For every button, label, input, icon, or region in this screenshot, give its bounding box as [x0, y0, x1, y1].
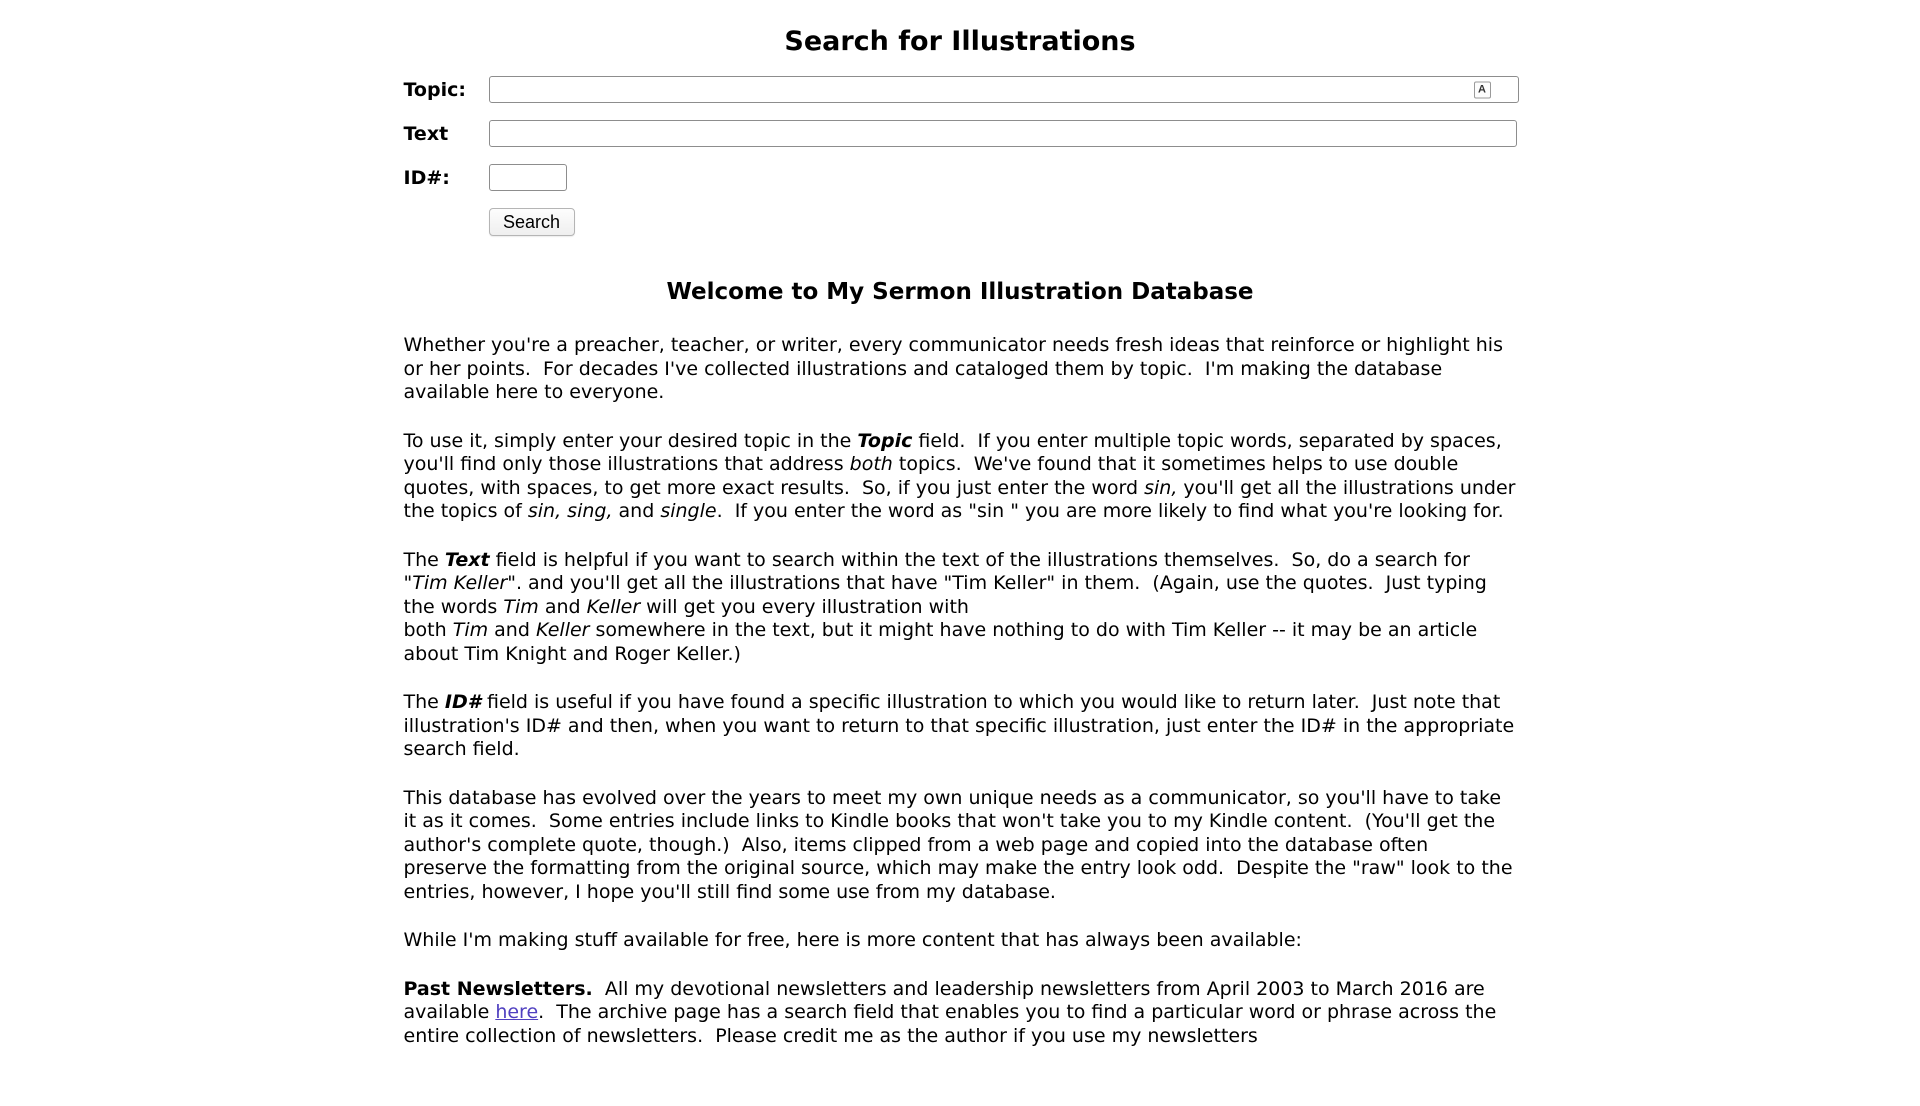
page-title: Search for Illustrations	[784, 26, 1136, 57]
button-row	[404, 208, 1517, 236]
newsletters-archive-link[interactable]: here	[495, 1001, 539, 1023]
text-input[interactable]	[489, 120, 1517, 147]
text-row	[404, 120, 1517, 147]
topic-row	[404, 76, 1517, 103]
illustration-search-form	[404, 76, 1517, 236]
text-label: Text	[403, 122, 449, 145]
paragraph-id-help: The ID# field is useful if you have found a specific illustration to which you would like to return later. Just note that illustration's ID# and then, when you want to return to that specific illustration, just enter the ID# in the appropriate search field.	[403, 691, 1521, 760]
id-input[interactable]	[489, 164, 567, 191]
topic-input-wrap	[489, 76, 1519, 103]
paragraph-topic-help: To use it, simply enter your desired topic in the Topic field. If you enter multiple topic words, separated by spaces, you'll find only those illustrations that address both topics. We've found that it sometimes helps to use double quotes, with spaces, to get more exact results. So, if you just enter the word sin, you'll get all the illustrations under the topics of sin, sing, and single. If you enter the word as "sin " you are more likely to find what you're looking for.	[403, 429, 1522, 522]
welcome-heading: Welcome to My Sermon Illustration Database	[666, 279, 1254, 305]
paragraph-text-help: The Text field is helpful if you want to search within the text of the illustrations themselves. So, do a search for "Tim Keller". and you'll get all the illustrations that have "Tim Keller" in them. (Again, use the quotes. Just typing the words Tim and Keller will get you every illustration with both Tim and Keller somewhere in the text, but it might have nothing to do with Tim Keller -- it may be an article about Tim Knight and Roger Keller.)	[403, 548, 1493, 665]
page-container	[403, 26, 1522, 1048]
content	[403, 334, 1522, 1048]
id-row	[404, 164, 1517, 191]
topic-input[interactable]	[489, 76, 1519, 103]
paragraph-database-notes: This database has evolved over the years to meet my own unique needs as a communicator, so you'll have to take it as it comes. Some entries include links to Kindle books that won't take you to my Kindle content. (You'll get the author's complete quote, though.) Also, items clipped from a web page and copied into the database often preserve the formatting from the original source, which may make the entry look odd. Despite the "raw" look to the entries, however, I hope you'll still find some use from my database.	[403, 786, 1519, 903]
topic-label: Topic:	[403, 78, 466, 101]
autofill-icon[interactable]: A	[1474, 81, 1491, 98]
search-button[interactable]: Search	[489, 208, 575, 236]
id-label: ID#:	[403, 166, 450, 189]
paragraph-free-content: While I'm making stuff available for free, here is more content that has always been available:	[403, 929, 1302, 951]
paragraph-intro: Whether you're a preacher, teacher, or writer, every communicator needs fresh ideas that reinforce or highlight his or her points. For decades I've collected illustrations and cataloged them by topic. I'm making the database available here to everyone.	[403, 334, 1510, 403]
paragraph-past-newsletters: Past Newsletters. All my devotional newsletters and leadership newsletters from April 2003 to March 2016 are available here. The archive page has a search field that enables you to find a particular word or phrase across the entire collection of newsletters. Please credit me as the author if you use my newsletters	[403, 977, 1503, 1047]
